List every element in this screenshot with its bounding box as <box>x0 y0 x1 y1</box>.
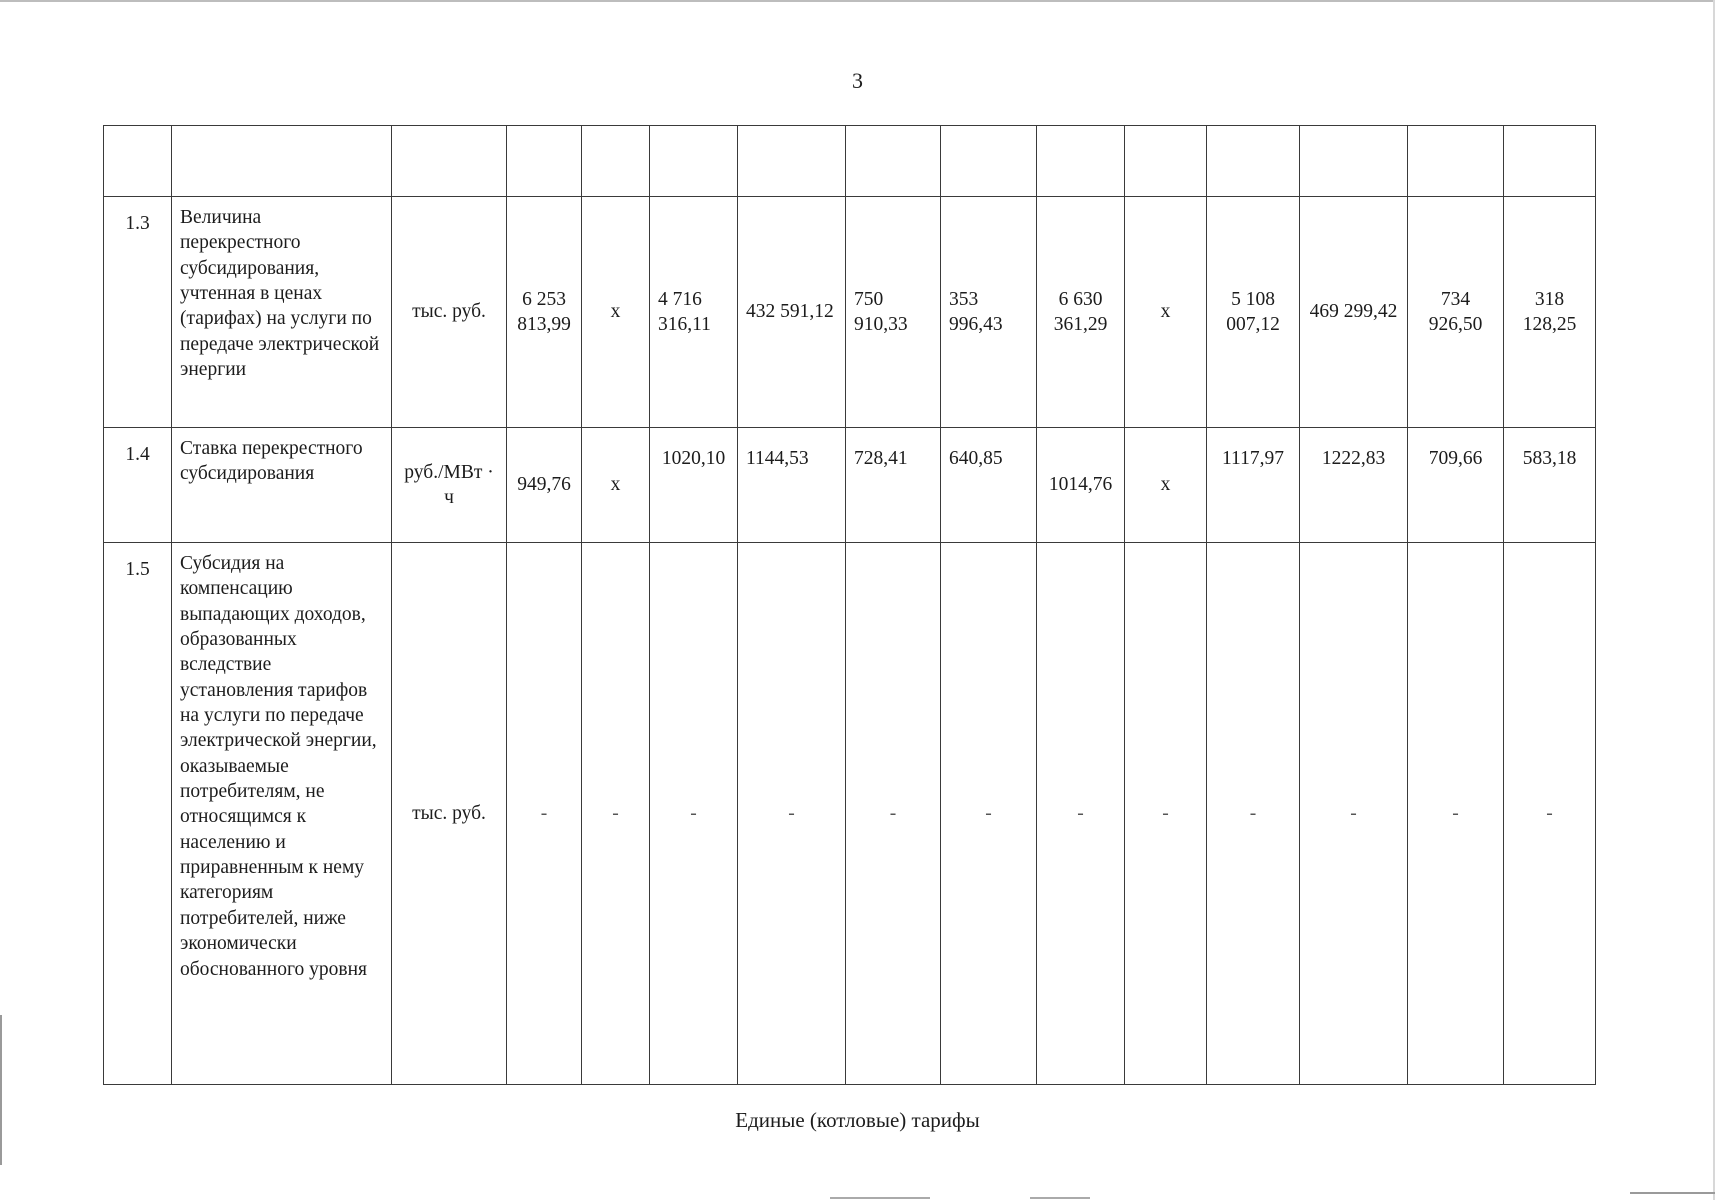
header-cell <box>1037 126 1125 197</box>
value-cell: 1117,97 <box>1207 428 1300 543</box>
header-cell <box>738 126 846 197</box>
tariff-table <box>103 125 1596 1085</box>
row-name: Ставка перекрестного субсидирования <box>172 428 392 543</box>
value-cell: - <box>1408 543 1504 1085</box>
scan-mark-bottom <box>1630 1192 1715 1194</box>
value-cell: - <box>650 543 738 1085</box>
row-unit: руб./МВт · ч <box>392 428 507 543</box>
value-cell: x <box>582 197 650 428</box>
value-cell: 750 910,33 <box>846 197 941 428</box>
value-cell: x <box>1125 428 1207 543</box>
row-number: 1.3 <box>104 197 172 428</box>
value-cell: - <box>1037 543 1125 1085</box>
header-cell <box>1408 126 1504 197</box>
value-cell: 583,18 <box>1504 428 1596 543</box>
scan-mark-left <box>0 1015 2 1165</box>
table-caption: Единые (котловые) тарифы <box>735 1108 980 1132</box>
value-cell: 640,85 <box>941 428 1037 543</box>
row-number: 1.4 <box>104 428 172 543</box>
table-header-row <box>104 126 1596 197</box>
row-name: Субсидия на компенсацию выпадающих доходов, образованных вследствие установления тарифов на услуги по передаче электрической энергии, оказываемые потребителям, не относящимся к населению и приравненным к нему категориям потребителей, ниже экономически обоснованного уровня <box>172 543 392 1085</box>
value-cell: 318 128,25 <box>1504 197 1596 428</box>
value-cell: 469 299,42 <box>1300 197 1408 428</box>
value-cell: - <box>1300 543 1408 1085</box>
value-cell: 5 108 007,12 <box>1207 197 1300 428</box>
value-cell: 4 716 316,11 <box>650 197 738 428</box>
header-cell <box>392 126 507 197</box>
page-number: 3 <box>852 68 863 93</box>
value-cell: 6 630 361,29 <box>1037 197 1125 428</box>
header-cell <box>1207 126 1300 197</box>
scan-mark-bottom <box>1030 1197 1090 1199</box>
value-cell: - <box>1504 543 1596 1085</box>
header-cell <box>1504 126 1596 197</box>
header-cell <box>846 126 941 197</box>
value-cell: - <box>941 543 1037 1085</box>
value-cell: - <box>582 543 650 1085</box>
value-cell: 1222,83 <box>1300 428 1408 543</box>
value-cell: 1014,76 <box>1037 428 1125 543</box>
value-cell: 353 996,43 <box>941 197 1037 428</box>
value-cell: 734 926,50 <box>1408 197 1504 428</box>
value-cell: 949,76 <box>507 428 582 543</box>
value-cell: - <box>507 543 582 1085</box>
row-unit: тыс. руб. <box>392 197 507 428</box>
value-cell: 709,66 <box>1408 428 1504 543</box>
value-cell: 728,41 <box>846 428 941 543</box>
row-name: Величина перекрестного субсидирования, учтенная в ценах (тарифах) на услуги по передаче электрической энергии <box>172 197 392 428</box>
value-cell: - <box>846 543 941 1085</box>
value-cell: x <box>1125 197 1207 428</box>
value-cell: 432 591,12 <box>738 197 846 428</box>
header-cell <box>650 126 738 197</box>
header-cell <box>507 126 582 197</box>
header-cell <box>104 126 172 197</box>
scan-mark-bottom <box>830 1197 930 1199</box>
value-cell: - <box>738 543 846 1085</box>
table-row <box>104 428 1596 543</box>
header-cell <box>941 126 1037 197</box>
value-cell: - <box>1125 543 1207 1085</box>
header-cell <box>1125 126 1207 197</box>
table-row <box>104 543 1596 1085</box>
value-cell: 1144,53 <box>738 428 846 543</box>
header-cell <box>172 126 392 197</box>
value-cell: 6 253 813,99 <box>507 197 582 428</box>
row-number: 1.5 <box>104 543 172 1085</box>
scan-edge-top <box>0 0 1715 2</box>
table-row <box>104 197 1596 428</box>
header-cell <box>1300 126 1408 197</box>
value-cell: - <box>1207 543 1300 1085</box>
row-unit: тыс. руб. <box>392 543 507 1085</box>
value-cell: 1020,10 <box>650 428 738 543</box>
value-cell: x <box>582 428 650 543</box>
header-cell <box>582 126 650 197</box>
